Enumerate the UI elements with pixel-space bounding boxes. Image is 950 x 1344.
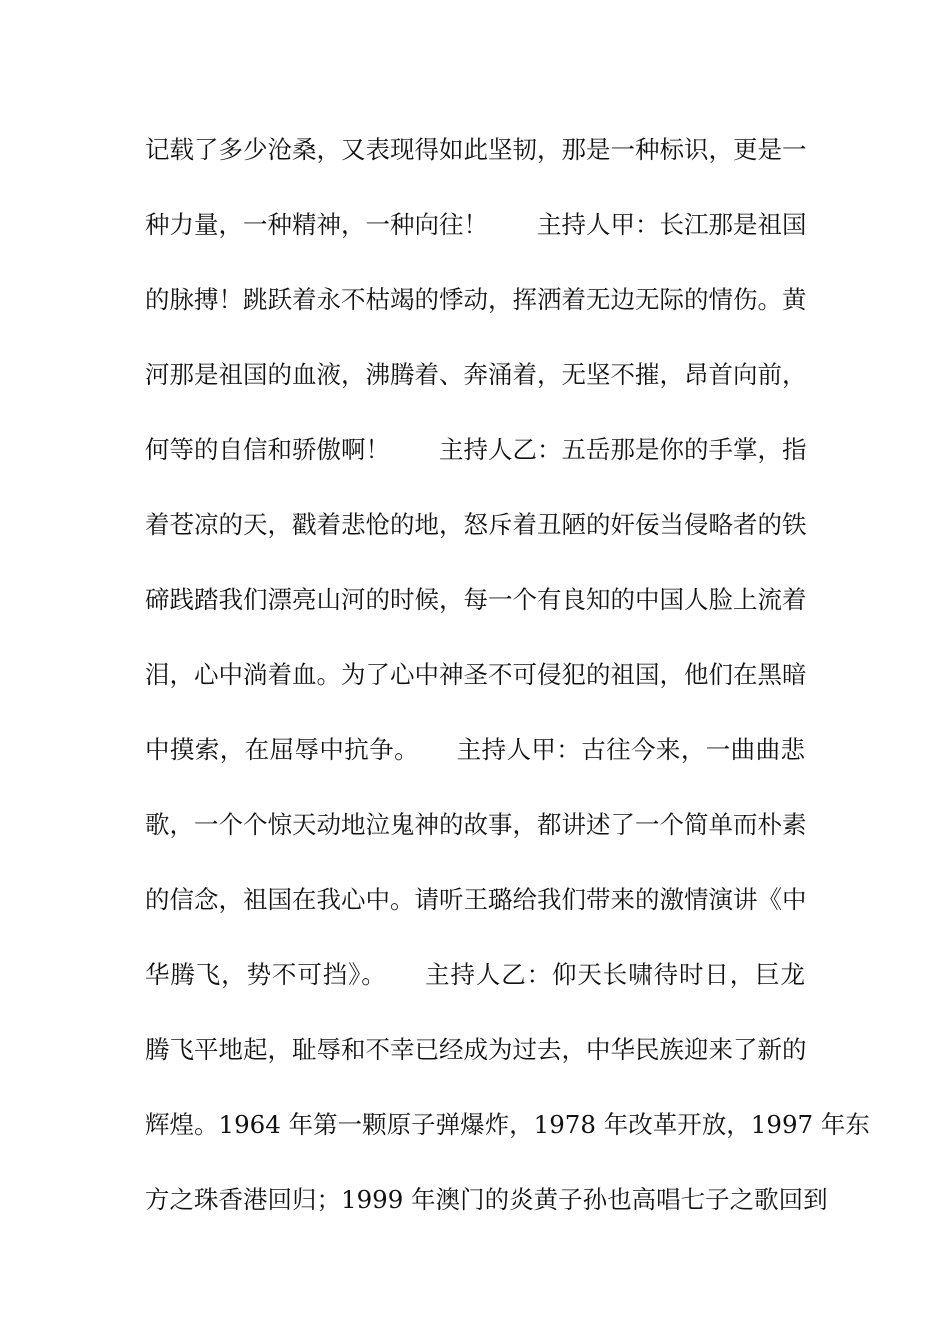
text-line: 碲践踏我们漂亮山河的时候，每一个有良知的中国人脸上流着 [145, 585, 807, 614]
text-line: 歌，一个个惊天动地泣鬼神的故事，都讲述了一个简单而朴素 [145, 810, 807, 839]
text-line: 辉煌。1964 年第一颗原子弹爆炸，1978 年改革开放，1997 年东 [145, 1110, 870, 1139]
text-line: 种力量，一种精神，一种向往！ 主持人甲：长江那是祖国 [145, 210, 807, 239]
text-line: 何等的自信和骄傲啊！ 主持人乙：五岳那是你的手掌，指 [145, 435, 807, 464]
text-line: 河那是祖国的血液，沸腾着、奔涌着，无坚不摧，昂首向前， [145, 360, 807, 389]
text-line: 的脉搏！跳跃着永不枯竭的悸动，挥洒着无边无际的情伤。黄 [145, 285, 807, 314]
text-line: 腾飞平地起，耻辱和不幸已经成为过去，中华民族迎来了新的 [145, 1035, 807, 1064]
text-line: 华腾飞，势不可挡》。 主持人乙：仰天长啸待时日，巨龙 [145, 960, 805, 989]
text-line: 中摸索，在屈辱中抗争。 主持人甲：古往今来，一曲曲悲 [145, 735, 805, 764]
text-line: 记载了多少沧桑，又表现得如此坚韧，那是一种标识，更是一 [145, 135, 807, 164]
text-line: 方之珠香港回归；1999 年澳门的炎黄子孙也高唱七子之歌回到 [145, 1185, 828, 1214]
text-line: 着苍凉的天，戳着悲怆的地，怒斥着丑陋的奸佞当侵略者的铁 [145, 510, 807, 539]
text-line: 的信念，祖国在我心中。请听王璐给我们带来的激情演讲《中 [145, 885, 807, 914]
text-line: 泪，心中淌着血。为了心中神圣不可侵犯的祖国，他们在黑暗 [145, 660, 807, 689]
